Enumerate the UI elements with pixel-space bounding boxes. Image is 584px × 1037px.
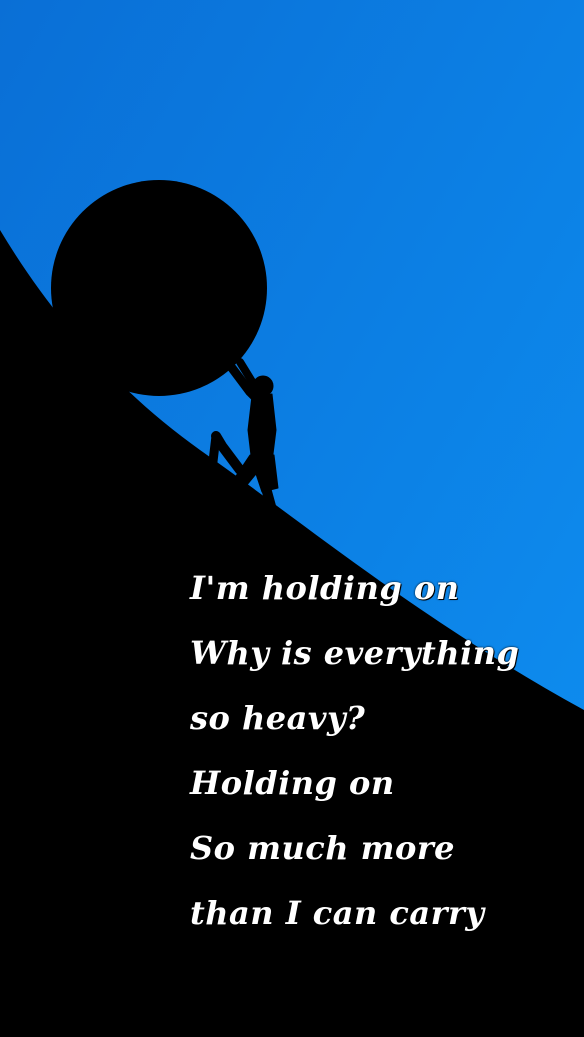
lyric-line: Holding on bbox=[190, 764, 395, 802]
lyric-line: I'm holding on bbox=[190, 569, 460, 607]
lyric-line: than I can carry bbox=[190, 894, 485, 932]
lyric-line: So much more bbox=[190, 829, 456, 867]
lyrics-text bbox=[190, 556, 580, 946]
lyric-line: Why is everything bbox=[190, 634, 520, 672]
boulder bbox=[51, 180, 267, 396]
lyric-line: so heavy? bbox=[190, 699, 366, 737]
